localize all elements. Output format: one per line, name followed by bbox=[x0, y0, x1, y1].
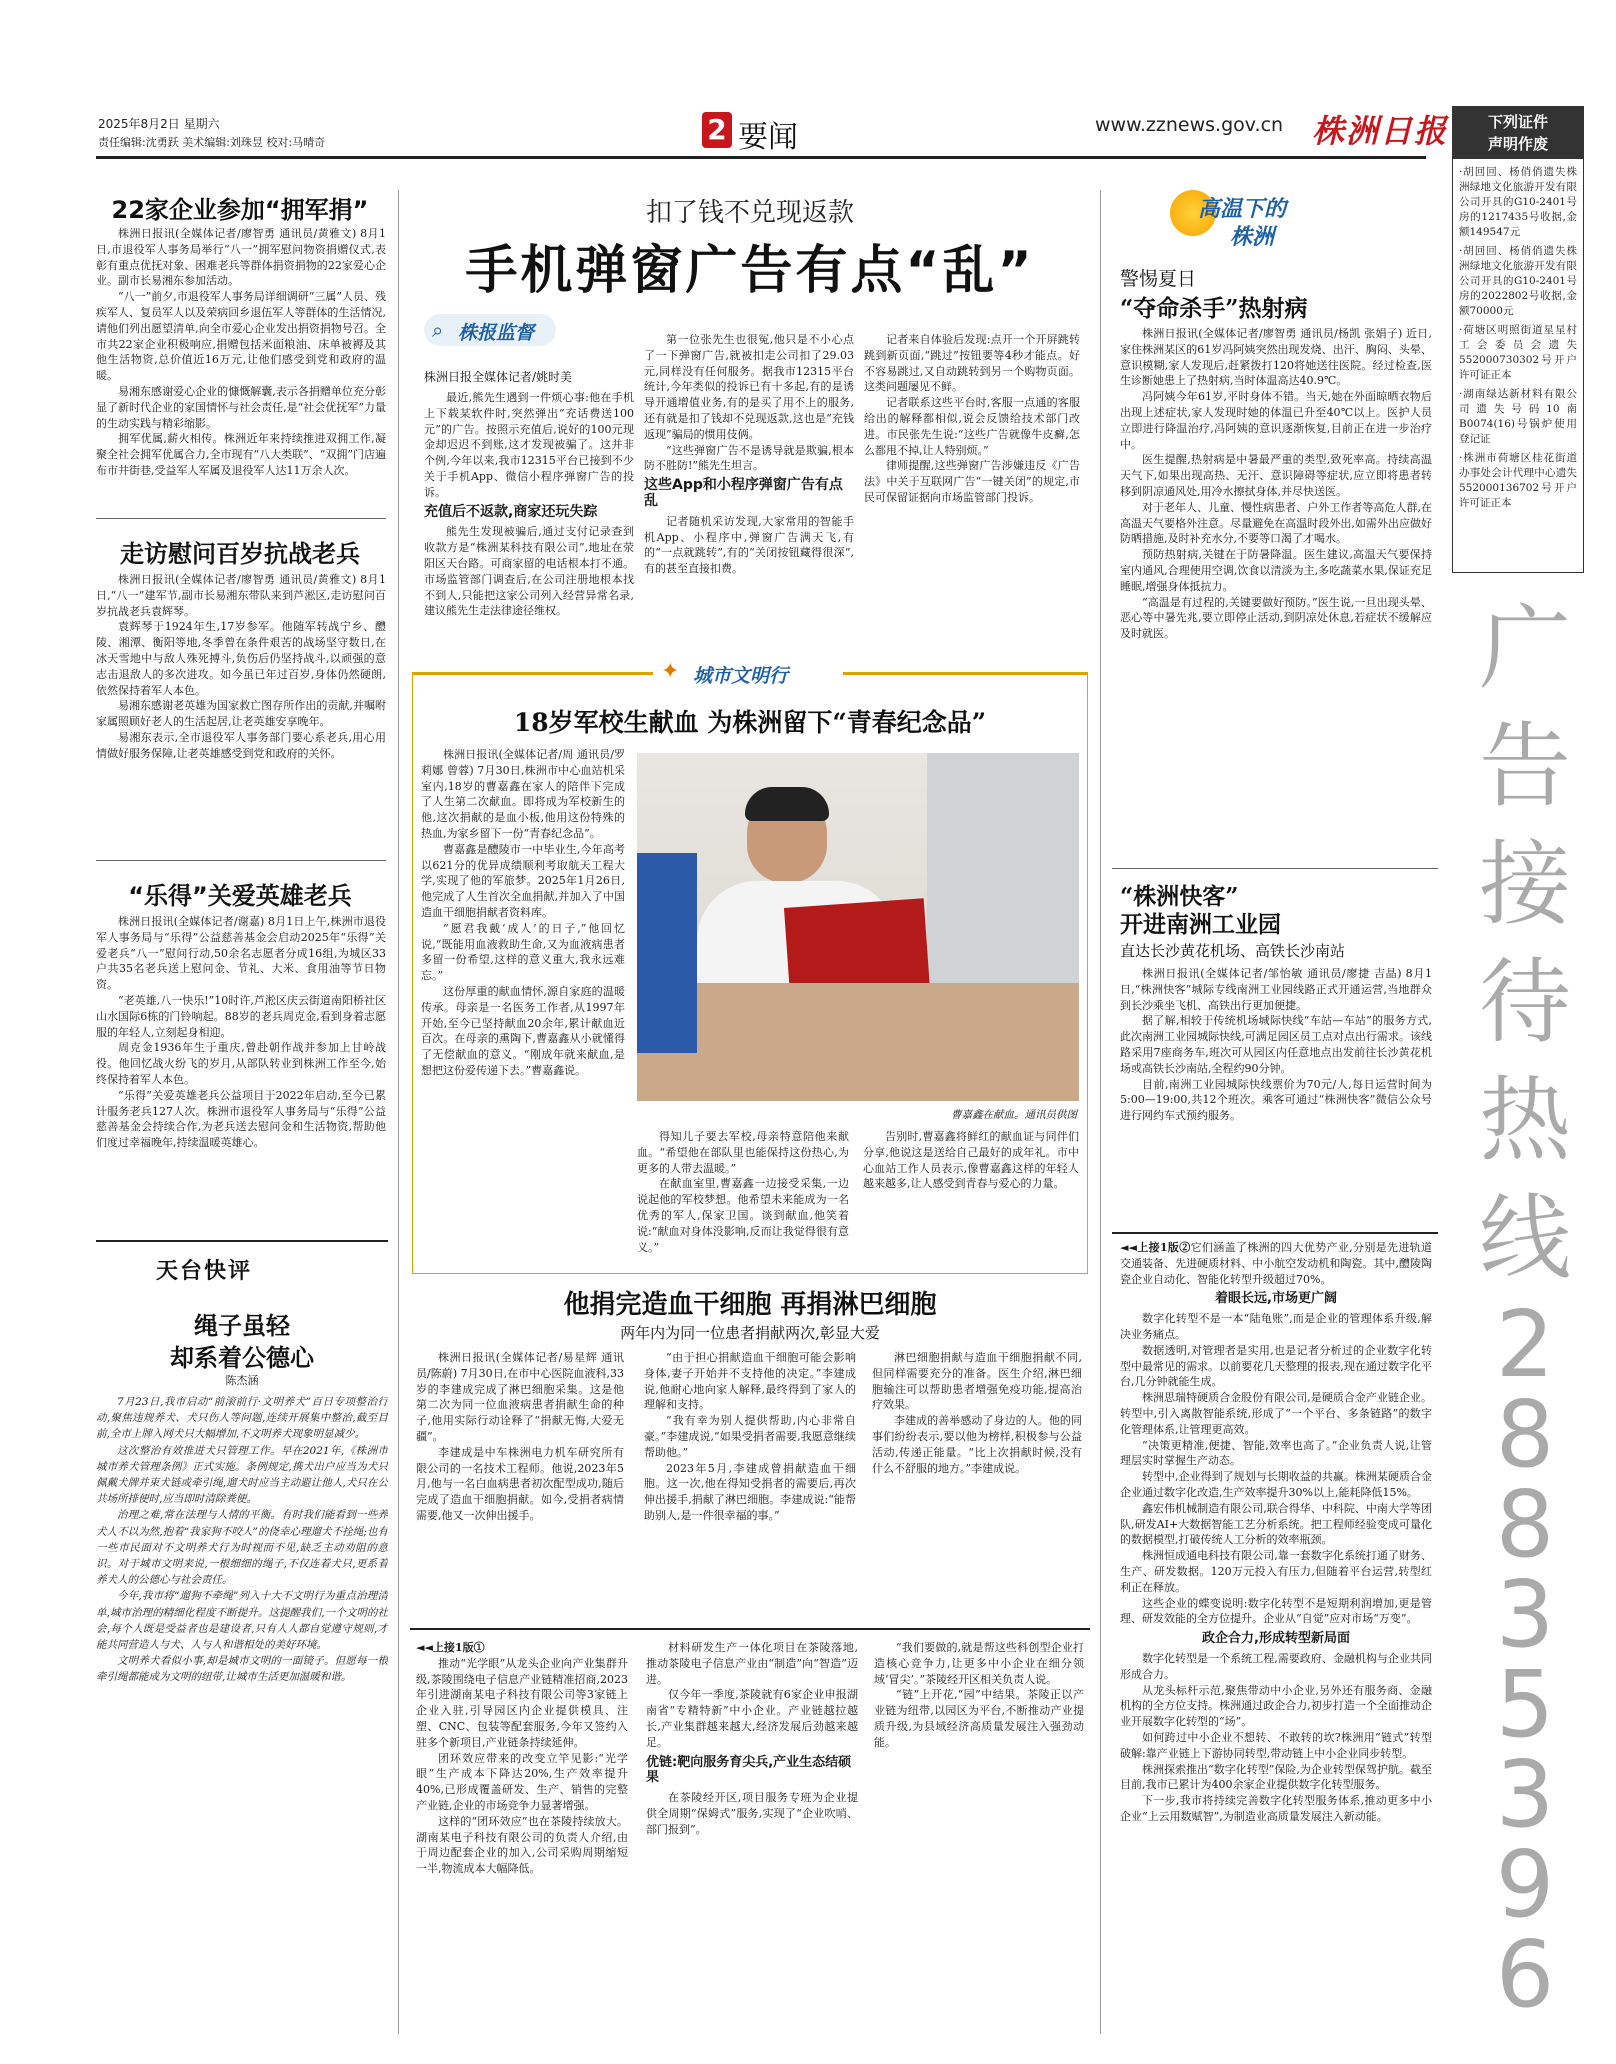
article-title-enterprises: 22家企业参加“拥军捐” bbox=[111, 196, 369, 224]
comment-label: 天台快评 bbox=[156, 1258, 253, 1284]
paragraph: 如何跨过中小企业不想转、不敢转的坎?株洲用“链式”转型破解:靠产业链上下游协同转型,带动链上中小企业同步转型。 bbox=[1120, 1730, 1432, 1760]
comment-author: 陈杰涵 bbox=[225, 1374, 259, 1387]
photo-machine bbox=[927, 753, 1079, 983]
paragraph: 株洲日报讯(全媒体记者/廖智勇 通讯员/杨凯 张娟子) 近日,家住株洲某区的61岁冯阿姨突然出现发烧、出汗、胸闷、头晕、意识模糊,家人发现后,赶紧拨打120将她送往医院。经过检查,医生诊断她患上了热射病,当时体温高达40.9℃。 bbox=[1120, 327, 1432, 388]
paragraph: 律师提醒,这些弹窗广告涉嫌违反《广告法》中关于互联网广告“一键关闭”的规定,市民可保留证据向市场监管部门投诉。 bbox=[864, 459, 1080, 504]
paragraph: 易湘东表示,全市退役军人事务部门要心系老兵,用心用情做好服务保障,让老英雄感受到党和政府的关怀。 bbox=[96, 730, 386, 760]
continued-col-3 bbox=[874, 1640, 1084, 2034]
comment-title-1: 绳子虽轻 bbox=[194, 1312, 290, 1340]
paragraph: 在献血室里,曹嘉鑫一边接受采集,一边说起他的军校梦想。他希望未来能成为一名优秀的军人,保家卫国。谈到献血,他笑着说:“献血对身体没影响,反而让我觉得很有意义。” bbox=[637, 1177, 849, 1254]
youth-col-3 bbox=[863, 1129, 1079, 1269]
stemcell-col-3 bbox=[872, 1350, 1082, 1616]
page-number-badge: 2 bbox=[702, 112, 732, 148]
paragraph: “这些弹窗广告不是诱导就是欺骗,根本防不胜防!”熊先生坦言。 bbox=[644, 443, 854, 473]
notice-list bbox=[1453, 159, 1583, 517]
paragraph: 仅今年一季度,茶陵就有6家企业申报湖南省“专精特新”中小企业。产业链越拉越长,产业集群越来越大,经济发展后劲越来越足。 bbox=[646, 1688, 858, 1749]
section-badge bbox=[653, 655, 843, 691]
stemcell-subheadline: 两年内为同一位患者捐献两次,彰显大爱 bbox=[620, 1324, 880, 1342]
paragraph: “我有幸为别人提供帮助,内心非常自豪。”李建成说,“如果受捐者需要,我愿意继续帮助他。” bbox=[644, 1414, 856, 1459]
paragraph: 株洲思瑞特硬质合金股份有限公司,是硬质合金产业链企业。转型中,引入离散智能系统,形成了“一个平台、多条链路”的数字化管理体系,让管理更高效。 bbox=[1120, 1391, 1432, 1436]
continued-label-2: ◄◄上接1版② bbox=[1120, 1241, 1191, 1254]
divider bbox=[96, 518, 386, 519]
paragraph: 鑫宏伟机械制造有限公司,联合得华、中科院、中南大学等团队,研发AI+大数据智能工艺分析系统。把工程师经验变成可量化的数据模型,打破传统人工分析的效率瓶颈。 bbox=[1120, 1501, 1432, 1547]
column-logo bbox=[424, 314, 556, 346]
paragraph: 推动“光学眼”从龙头企业向产业集群升级,茶陵围绕电子信息产业链精准招商,2023年引进湖南某电子科技有限公司等3家链上企业入驻,引导园区内企业提供模具、注塑、CNC、包装等配套服务,今年又签约入驻多个新项目,产业链条持续延伸。 bbox=[416, 1656, 628, 1749]
paragraph: 这份厚重的献血情怀,源自家庭的温暖传承。母亲是一名医务工作者,从1997年开始,至今已坚持献血20余年,累计献血近百次。在母亲的熏陶下,曹嘉鑫从小就懂得了无偿献血的意义。“刚成年就来献血,是想把这份爱传递下去。”曹嘉鑫说。 bbox=[421, 984, 625, 1077]
paragraph: 这些企业的蝶变说明:数字化转型不是短期利润增加,更是管理、研发效能的全方位提升。企业从“自觉”应对市场“万变”。 bbox=[1120, 1596, 1432, 1626]
section-rule bbox=[410, 1628, 1090, 1630]
notice-item: ·胡回回、杨俏俏遗失株洲绿地文化旅游开发有限公司开具的G10-2401号房的2022802号收据,金额70000元 bbox=[1459, 245, 1577, 317]
comment-title-2: 却系着公德心 bbox=[170, 1344, 314, 1372]
main-kicker: 扣了钱不兑现返款 bbox=[645, 198, 854, 228]
paragraph: 团环效应带来的改变立竿见影:“光学眼”生产成本下降达20%,生产效率提升40%,已形成覆盖研发、生产、销售的完整产业链,企业的市场竞争力显著增强。 bbox=[416, 1751, 628, 1812]
paragraph: “由于担心捐献造血干细胞可能会影响身体,妻子开始并不支持他的决定。”李建成说,他耐心地向家人解释,最终得到了家人的理解和支持。 bbox=[644, 1351, 856, 1412]
paragraph: 数字化转型是一个系统工程,需要政府、金融机构与企业共同形成合力。 bbox=[1120, 1651, 1432, 1681]
article-title-lede: “乐得”关爱英雄老兵 bbox=[128, 882, 352, 910]
main-col-2 bbox=[644, 332, 854, 652]
main-subhead-2: 这些App和小程序弹窗广告有点乱 bbox=[644, 477, 843, 509]
paragraph: 株洲日报讯(全媒体记者/谢嘉) 8月1日上午,株洲市退役军人事务局与“乐得”公益慈善基金会启动2025年“乐得”关爱老兵“八一”慰问行动,50余名志愿者分成16组,为城区33户共35名老兵送上慰问金、节礼、大米、食用油等节日物资。 bbox=[96, 915, 386, 992]
column-rule bbox=[398, 190, 399, 2034]
main-col-1 bbox=[424, 390, 634, 650]
notice-item: ·胡回回、杨俏俏遗失株洲绿地文化旅游开发有限公司开具的G10-2401号房的1217435号收据,金额149547元 bbox=[1459, 166, 1577, 238]
paragraph: “高温是有过程的,关键要做好预防。”医生说,一旦出现头晕、恶心等中暑先兆,要立即停止活动,到阴凉处休息,若症状不缓解应及时就医。 bbox=[1120, 595, 1432, 641]
paragraph: 它们涵盖了株洲的四大优势产业,分别是先进轨道交通装备、先进硬质材料、中小航空发动机和陶瓷。其中,醴陵陶瓷企业自动化、智能化转型升级超过70%。 bbox=[1120, 1241, 1432, 1286]
paragraph: 2023年5月,李建成曾捐献造血干细胞。这一次,他在得知受捐者的需要后,再次伸出援手,捐献了淋巴细胞。李建成说:“能帮助别人,是一件很幸福的事。” bbox=[644, 1461, 856, 1522]
paragraph: 材料研发生产一体化项目在茶陵落地,推动茶陵电子信息产业由“制造”向“智造”迈进。 bbox=[646, 1641, 858, 1686]
site-url[interactable]: www.zznews.gov.cn bbox=[1095, 114, 1284, 136]
paragraph: 袁辉琴于1924年生,17岁参军。他随军转战宁乡、醴陵、湘潭、衡阳等地,冬季曾在条件艰苦的战场坚守数日,在冰天雪地中与敌人殊死搏斗,负伤后仍坚持战斗,以顽强的意志击退敌人的多次进攻。如今虽已年过百岁,身体仍然硬朗,依然保持着军人本色。 bbox=[96, 620, 386, 697]
editors-line: 责任编辑:沈勇跃 美术编辑:刘珠昱 校对:马晴奇 bbox=[98, 136, 326, 149]
photo-caption: 曹嘉鑫在献血。通讯员供图 bbox=[951, 1109, 1077, 1121]
paragraph: 得知儿子要去军校,母亲特意陪他来献血。“希望他在部队里也能保持这份热心,为更多的人带去温暖。” bbox=[637, 1130, 849, 1175]
paragraph: 周克金1936年生于重庆,曾赴朝作战并参加上甘岭战役。他回忆战火纷飞的岁月,从部队转业到株洲工作至今,始终保持着军人本色。 bbox=[96, 1041, 386, 1086]
paragraph: “老英雄,八一快乐!”10时许,芦淞区庆云街道南阳桥社区山水国际6栋的门铃响起。88岁的老兵周克金,看到身着志愿服的年轻人,立刻起身相迎。 bbox=[96, 993, 386, 1039]
paragraph: 数字化转型不是一本“陆龟账”,而是企业的管理体系升级,解决业务痛点。 bbox=[1120, 1312, 1432, 1341]
paragraph: 易湘东感谢爱心企业的慷慨解囊,表示各捐赠单位充分彰显了新时代企业的家国情怀与社会责任,是“社会优抚军”力量的生动实践与精彩缩影。 bbox=[96, 384, 386, 430]
paragraph: 数据透明,对管理者是实用,也是记者分析过的企业数字化转型中最常见的需求。以前要花几天整理的报表,现在通过数字化平台,几分钟就能生成。 bbox=[1120, 1343, 1432, 1389]
continued-col-1 bbox=[416, 1640, 628, 2034]
paragraph: 易湘东感谢老英雄为国家救亡图存所作出的贡献,并嘱咐家属照顾好老人的生活起居,让老英雄安享晚年。 bbox=[96, 699, 386, 729]
continued-right-body bbox=[1120, 1240, 1432, 2034]
section-title: 要闻 bbox=[738, 120, 798, 155]
paragraph: 7月23日,我市启动“前滚前行·文明养犬”百日专项整治行动,聚焦违规养犬、犬只伤人等问题,连续开展集中整治,截至目前,全市上牌入网犬只大幅增加,不文明养犬现象明显减少。 bbox=[96, 1396, 388, 1441]
header-rule bbox=[96, 156, 1426, 159]
article-body-lede bbox=[96, 914, 386, 1232]
notice-box bbox=[1452, 106, 1584, 573]
magnifier-icon: ⌕ bbox=[432, 318, 444, 342]
stemcell-col-1 bbox=[416, 1350, 624, 1616]
express-title-2: 开进南洲工业园 bbox=[1120, 911, 1281, 938]
section-badge-text: 城市文明行 bbox=[693, 665, 789, 687]
heat-kicker: 警惕夏日 bbox=[1120, 268, 1197, 290]
paragraph: 在茶陵经开区,项目服务专班为企业提供全周期“保姆式”服务,实现了“企业吹哨、部门报到”。 bbox=[646, 1791, 858, 1836]
youth-headline: 18岁军校生献血 为株洲留下“青春纪念品” bbox=[513, 708, 987, 737]
paragraph: 冯阿姨今年61岁,平时身体不错。当天,她在外面晾晒衣物后出现上述症状,家人发现时她的体温已升至40℃以上。医护人员立即进行降温治疗,冯阿姨的意识逐渐恢复,目前正在进一步治疗中。 bbox=[1120, 390, 1432, 451]
main-headline: 手机弹窗广告有点“乱” bbox=[465, 241, 1035, 301]
youth-col-1 bbox=[421, 747, 625, 1267]
continued-right-lead bbox=[1120, 1240, 1432, 1287]
photo-hair bbox=[745, 787, 829, 821]
paragraph: 淋巴细胞捐献与造血干细胞捐献不同,但同样需要充分的准备。医生介绍,淋巴细胞输注可以帮助患者增强免疫功能,提高治疗效果。 bbox=[872, 1351, 1082, 1412]
paragraph: “链”上开花,“园”中结果。茶陵正以产业链为纽带,以园区为平台,不断推动产业提质升级,为县域经济高质量发展注入强劲动能。 bbox=[874, 1688, 1084, 1749]
paragraph: 转型中,企业得到了规划与长期收益的共赢。株洲某硬质合金企业通过数字化改造,生产效率提升30%以上,能耗降低15%。 bbox=[1120, 1470, 1432, 1499]
paragraph: “愿君我戴‘成人’的日子,”他回忆说,“既能用血液救助生命,又为血液病患者多留一份希望,这样的意义重大,我永远难忘。” bbox=[421, 921, 625, 983]
continued-right-subhead-1: 着眼长远,市场更广阔 bbox=[1215, 1291, 1337, 1307]
paragraph: 告别时,曹嘉鑫将鲜红的献血证与同伴们分享,他说这是送给自己最好的成年礼。市中心血站工作人员表示,像曹嘉鑫这样的年轻人越来越多,让人感受到青春与爱心的力量。 bbox=[863, 1130, 1079, 1191]
paragraph: “我们要做的,就是帮这些科创型企业打造核心竞争力,让更多中小企业在细分领域‘冒尖’。”茶陵经开区相关负责人说。 bbox=[874, 1641, 1084, 1686]
paragraph: 记者随机采访发现,大家常用的智能手机App、小程序中,弹窗广告满天飞,有的“一点就跳转”,有的“关闭按钮藏得很深”,有的甚至直接扣费。 bbox=[644, 514, 854, 576]
main-byline: 株洲日报全媒体记者/姚时美 bbox=[424, 370, 573, 384]
paragraph: 对于老年人、儿童、慢性病患者、户外工作者等高危人群,在高温天气要格外注意。尽量避免在高温时段外出,如需外出应做好防晒措施,及时补充水分,不要等口渴了才喝水。 bbox=[1120, 500, 1432, 546]
continued-right-subhead-2: 政企合力,形成转型新局面 bbox=[1202, 1631, 1350, 1647]
stemcell-col-2 bbox=[644, 1350, 856, 1616]
paragraph: 熊先生发现被骗后,通过支付记录查到收款方是“株洲某科技有限公司”,地址在荥阳区天台路。可商家留的电话根本打不通。市场监管部门调查后,在公司注册地根本找不到人,只能把这家公司列入经营异常名录,建议熊先生走法律途径维权。 bbox=[424, 525, 634, 618]
article-body-enterprises bbox=[96, 226, 386, 508]
photo-blanket bbox=[637, 983, 1079, 1101]
article-body-veteran bbox=[96, 572, 386, 852]
express-body bbox=[1120, 966, 1432, 1216]
heat-badge-line-2: 株洲 bbox=[1230, 225, 1275, 250]
paragraph: 预防热射病,关键在于防暑降温。医生建议,高温天气要保持室内通风,合理使用空调,饮食以清淡为主,多吃蔬菜水果,保证充足睡眠,增强身体抵抗力。 bbox=[1120, 548, 1432, 593]
notice-header bbox=[1453, 107, 1583, 159]
express-title-1: “株洲快客” bbox=[1120, 883, 1239, 910]
heat-body bbox=[1120, 326, 1432, 856]
paragraph: 这次整治有效推进犬只管理工作。早在2021年,《株洲市城市养犬管理条例》正式实施。条例规定,携犬出户应当为犬只佩戴犬牌并束犬链或牵引绳,遛犬时应当主动避让他人,犬只在公共场所排便时,应当即时清除粪便。 bbox=[96, 1444, 388, 1506]
paragraph: 记者来自体验后发现:点开一个开屏跳转跳到新页面,“跳过”按钮要等4秒才能点。好不容易跳过,又自动跳转到另一个购物页面。这类问题屡见不鲜。 bbox=[864, 333, 1080, 394]
paragraph: 第一位张先生也很冤,他只是不小心点了一下弹窗广告,就被扣走公司扣了29.03元,同样没有任何服务。据我市12315平台统计,今年类似的投诉已有十多起,有的是诱导开通增值业务,有的是买了用不上的服务,还有就是扣了钱却不兑现返款,这也是“充钱返现”骗局的惯用伎俩。 bbox=[644, 333, 854, 441]
notice-title-1: 下列证件 bbox=[1487, 113, 1548, 131]
paragraph: 株洲日报讯(全媒体记者/邹怡敏 通讯员/廖捷 吉晶) 8月1日,“株洲快客”城际专线南洲工业园线路正式开通运营,当地群众到长沙乘坐飞机、高铁出行更加便捷。 bbox=[1120, 967, 1432, 1012]
paragraph: 今年,我市将“遛狗不牵绳”列入十大不文明行为重点治理清单,城市治理的精细化程度不断提升。这提醒我们,一个文明的社会,每个人既是受益者也是建设者,只有人人都自觉遵守规则,才能共同营造人与犬、人与人和谐相处的美好环境。 bbox=[96, 1590, 388, 1652]
paragraph: 李建成是中车株洲电力机车研究所有限公司的一名技术工程师。他说,2023年5月,他与一名白血病患者初次配型成功,随后完成了造血干细胞捐献。如今,受捐者病情需要,他又一次伸出援手。 bbox=[416, 1445, 624, 1522]
paragraph: 下一步,我市将持续完善数字化转型服务体系,推动更多中小企业“上云用数赋智”,为制造业高质量发展注入新动能。 bbox=[1120, 1794, 1432, 1823]
notice-item: ·荷塘区明照街道星星村工会委员会遗失552000730302号开户许可证正本 bbox=[1459, 324, 1577, 381]
paragraph: 从龙头标杆示范,聚焦带动中小企业,另外还有服务商、金融机构的全方位支持。株洲通过政企合力,初步打造一个全面推动企业开展数字化转型的“场”。 bbox=[1120, 1683, 1432, 1729]
divider bbox=[96, 860, 386, 861]
paragraph: 株洲日报讯(全媒体记者/廖智勇 通讯员/黄雅文) 8月1日,“八一”建军节,副市长易湘东带队来到芦淞区,走访慰问百岁抗战老兵袁辉琴。 bbox=[96, 573, 386, 618]
article-title-veteran: 走访慰问百岁抗战老兵 bbox=[120, 540, 360, 568]
continued-label: ◄◄上接1版① bbox=[416, 1641, 485, 1654]
paragraph: 文明养犬看似小事,却是城市文明的一面镜子。但愿每一根牵引绳都能成为文明的纽带,让城市生活更加温暖和谐。 bbox=[96, 1655, 388, 1684]
section-rule bbox=[1112, 1232, 1438, 1234]
column-rule bbox=[1100, 190, 1101, 2034]
paragraph: 记者联系这些平台时,客服一点通的客服给出的解释都相似,说会反馈给技术部门改进。市民张先生说:“这些广告就像牛皮癣,怎么都甩不掉,让人特别烦。” bbox=[864, 396, 1080, 457]
paragraph: 最近,熊先生遇到一件烦心事:他在手机上下载某软件时,突然弹出“充话费送100元”的广告。按照示充值后,说好的100元现金却迟迟不到账,这才发现被骗了。这并非个例,今年以来,我市12315平台已接到不少关于手机App、微信小程序弹窗广告的投诉。 bbox=[424, 391, 634, 499]
comment-body bbox=[96, 1394, 388, 2030]
main-subhead-1: 充值后不返款,商家还玩失踪 bbox=[424, 503, 598, 520]
continued-col-2 bbox=[646, 1640, 858, 2034]
paragraph: 株洲日报讯(全媒体记者/易星辉 通讯员/陈蔚) 7月30日,在市中心医院血液科,33岁的李建成完成了淋巴细胞采集。这是他第二次为同一位血液病患者捐献生命的种子,他用实际行动诠释了“捐献无悔,大爱无疆”。 bbox=[416, 1351, 624, 1443]
notice-item: ·株洲市荷塘区桂花街道办事处会计代理中心遗失552000136702号开户许可证正本 bbox=[1459, 452, 1577, 509]
youth-col-2 bbox=[637, 1129, 849, 1269]
heat-badge-line-1: 高温下的 bbox=[1198, 197, 1287, 222]
stemcell-headline: 他捐完造血干细胞 再捐淋巴细胞 bbox=[563, 1290, 937, 1320]
paragraph: “乐得”关爱英雄老兵公益项目于2022年启动,至今已累计服务老兵127人次。株洲市退役军人事务局与“乐得”公益慈善基金会持续合作,为老兵送去慰问金和生活物资,帮助他们度过幸福晚年,持续温暖英雄心。 bbox=[96, 1088, 386, 1150]
divider bbox=[1112, 868, 1438, 869]
column-logo-text: 株报监督 bbox=[458, 322, 535, 344]
paragraph: 李建成的善举感动了身边的人。他的同事们纷纷表示,要以他为榜样,积极参与公益活动,传递正能量。“比上次捐献时候,没有什么不舒服的地方。”李建成说。 bbox=[872, 1414, 1082, 1475]
paragraph: 株洲日报讯(全媒体记者/周 通讯员/罗莉娜 曾蓉) 7月30日,株洲市中心血站机采室内,18岁的曹嘉鑫在家人的陪伴下完成了人生第二次献血。即将成为军校新生的他,这次捐献的是血小板,他用这份特殊的热血,为家乡留下一份“青春纪念品”。 bbox=[421, 748, 625, 840]
photo-chair bbox=[637, 853, 697, 1053]
main-col-3 bbox=[864, 332, 1080, 652]
paragraph: 目前,南洲工业园城际快线票价为70元/人,每日运营时间为5:00—19:00,共12个班次。乘客可通过“株洲快客”微信公众号进行网约车式预约服务。 bbox=[1120, 1077, 1432, 1123]
paragraph: 株洲日报讯(全媒体记者/廖智勇 通讯员/黄雅文) 8月1日,市退役军人事务局举行“八一”拥军慰问物资捐赠仪式,表彰有重点优抚对象、困难老兵等群体捐资捐物的22家爱心企业。副市长易湘东参加活动。 bbox=[96, 227, 386, 288]
paragraph: 医生提醒,热射病是中暑最严重的类型,致死率高。持续高温天气下,如果出现高热、无汗、意识障碍等症状,应立即将患者转移到阴凉通风处,用冷水擦拭身体,并尽快送医。 bbox=[1120, 453, 1432, 498]
issue-date: 2025年8月2日 星期六 bbox=[98, 117, 220, 131]
notice-title-2: 声明作废 bbox=[1487, 135, 1548, 153]
paragraph: 拥军优属,薪火相传。株洲近年来持续推进双拥工作,凝聚全社会拥军优属合力,全市现有“八大类联”、“双拥”门店遍布市井街巷,受益军人军属及退役军人达11万余人次。 bbox=[96, 432, 386, 477]
heat-badge bbox=[1170, 188, 1370, 258]
ad-banner-phone: 28835396 bbox=[1495, 1291, 1555, 2028]
paragraph: “八一”前夕,市退役军人事务局详细调研“三属”人员、残疾军人、复员军人以及荣病回乡退伍军人等群体的生活情况,请他们列出愿望清单,向全市爱心企业发出捐资捐物号召。全市共22家企业积极响应,捐赠包括米面粮油、床单被褥及其他生活物资,总价值近16万元,让他们感受到党和政府的温暖。 bbox=[96, 290, 386, 383]
continued-subhead: 优链:靶向服务育尖兵,产业生态结硕果 bbox=[646, 1754, 852, 1786]
city-icon: ✦ bbox=[661, 659, 680, 684]
express-subtitle: 直达长沙黄花机场、高铁长沙南站 bbox=[1120, 942, 1346, 960]
paragraph: 治理之难,常在法理与人情的平衡。有时我们能看到一些养犬人不以为然,抱着“我家狗不咬人”的侥幸心理遛犬不拴绳;也有一些市民面对不文明养犬行为时视而不见,缺乏主动劝阻的意识。对于城市文明来说,一根细细的绳子,不仅连着犬只,更系着养犬人的公德心与社会责任。 bbox=[96, 1509, 388, 1587]
paragraph: 据了解,相较于传统机场城际快线“车站—车站”的服务方式,此次南洲工业园城际快线,可满足园区员工点对点出行需求。该线路采用7座商务车,班次可从园区内任意地点出发前往长沙黄花机场或高铁长沙南站,全程约90分钟。 bbox=[1120, 1014, 1432, 1075]
comment-box bbox=[96, 1240, 388, 2036]
paragraph: 这样的“团环效应”也在茶陵持续放大。湖南某电子科技有限公司的负责人介绍,由于周边配套企业的加入,公司采购周期缩短一半,物流成本大幅降低。 bbox=[416, 1814, 628, 1876]
paragraph: 株洲探索推出“数字化转型”保险,为企业转型保驾护航。截至目前,我市已累计为400余家企业提供数字化转型服务。 bbox=[1120, 1762, 1432, 1792]
paragraph: 株洲恒成通电科技有限公司,靠一套数字化系统打通了财务、生产、研发数据。120万元投入有压力,但随着平台运营,转型红利正在释放。 bbox=[1120, 1549, 1432, 1594]
heat-headline: “夺命杀手”热射病 bbox=[1120, 295, 1308, 322]
paragraph: “决策更精准,便捷、智能,效率也高了。”企业负责人说,让管理层实时掌握生产动态。 bbox=[1120, 1438, 1432, 1468]
youth-article-box bbox=[412, 659, 1088, 1274]
masthead-logo: 株洲日报 bbox=[1312, 112, 1449, 150]
youth-photo bbox=[637, 753, 1079, 1101]
paragraph: 曹嘉鑫是醴陵市一中毕业生,今年高考以621分的优异成绩顺利考取航天工程大学,实现了他的军旅梦。2025年1月26日,他完成了人生首次全血捐献,并加入了中国造血干细胞捐献者资料库。 bbox=[421, 842, 625, 919]
notice-item: ·湖南绿达新材料有限公司遗失号码10南B0074(16)号锅炉使用登记证 bbox=[1459, 388, 1577, 445]
ad-banner-text: 广告接待热线 bbox=[1478, 595, 1571, 1292]
